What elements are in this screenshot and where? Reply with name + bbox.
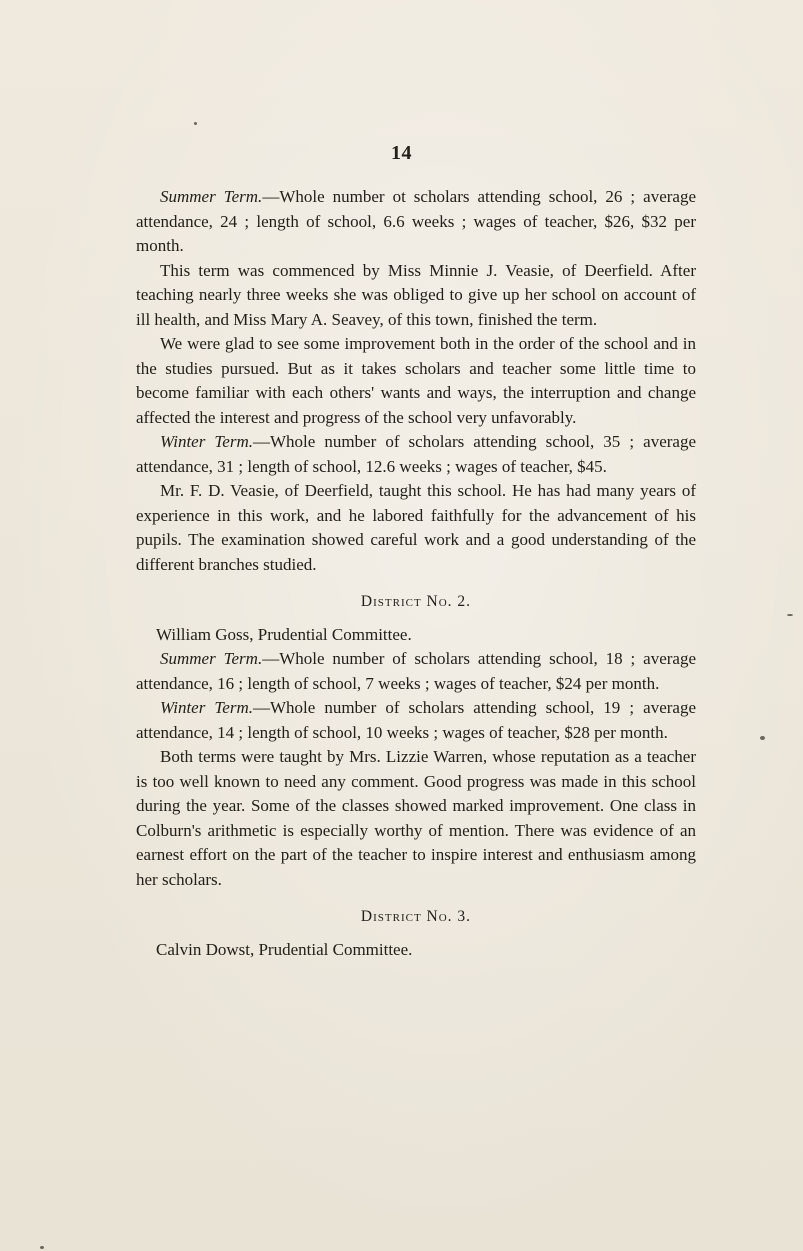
district-3-heading: District No. 3. [360,908,472,925]
paper-speck [787,614,793,616]
summer-term-text: —Whole number of scholars attending school, 18 ; average attendance, 16 ; length of school, 7 weeks ; wages of teacher, $24 per month. [136,649,696,693]
winter-term-text: —Whole number of scholars attending school, 35 ; average attendance, 31 ; length of school, 12.6 weeks ; wages of teacher, $45. [136,432,696,476]
summer-term-label: Summer Term. [160,649,263,668]
district-2-paragraph: Both terms were taught by Mrs. Lizzie Warren, whose reputation as a teacher is too well known to need any comment. Good progress was made in this school during the year. Some of the classes showed marked improvement. One class in Colburn's arithmetic is especially worthy of mention. There was evidence of an earnest effort on the part of the teacher to inspire interest and enthusiasm among her scholars. [136,747,696,889]
page-body [136,185,696,962]
district-2-summer-term [136,647,696,696]
district-3-committee: Calvin Dowst, Prudential Committee. [156,939,413,959]
district-2-heading: District No. 2. [360,593,472,610]
winter-term-label: Winter Term. [160,432,253,451]
district-1-paragraph: We were glad to see some improvement both in the order of the school and in the studies pursued. But as it takes scholars and teacher some little time to become familiar with each others' wants and ways, the interruption and change affected the interest and progress of the school very unfavorably. [136,334,696,427]
page-number: 14 [391,142,412,164]
winter-term-text: —Whole number of scholars attending school, 19 ; average attendance, 14 ; length of school, 10 weeks ; wages of teacher, $28 per month. [136,698,696,742]
summer-term-text: —Whole number ot scholars attending school, 26 ; average attendance, 24 ; length of school, 6.6 weeks ; wages of teacher, $26, $32 per month. [136,187,697,255]
district-1-winter-term [136,430,696,479]
district-1-paragraph: This term was commenced by Miss Minnie J. Veasie, of Deerfield. After teaching nearly three weeks she was obliged to give up her school on account of ill health, and Miss Mary A. Seavey, of this town, finished the term. [136,260,696,329]
paper-speck [40,1246,44,1249]
district-1-paragraph: Mr. F. D. Veasie, of Deerfield, taught this school. He has had many years of experience in this work, and he labored faithfully for the advancement of his pupils. The examination showed careful work and a good understanding of the different branches studied. [136,481,696,574]
district-2-winter-term [136,696,696,745]
winter-term-label: Winter Term. [160,698,253,717]
district-1-summer-term [136,185,696,259]
paper-speck [194,122,197,125]
district-2-committee: William Goss, Prudential Committee. [156,624,412,644]
summer-term-label: Summer Term. [160,187,263,206]
paper-speck [760,736,765,740]
